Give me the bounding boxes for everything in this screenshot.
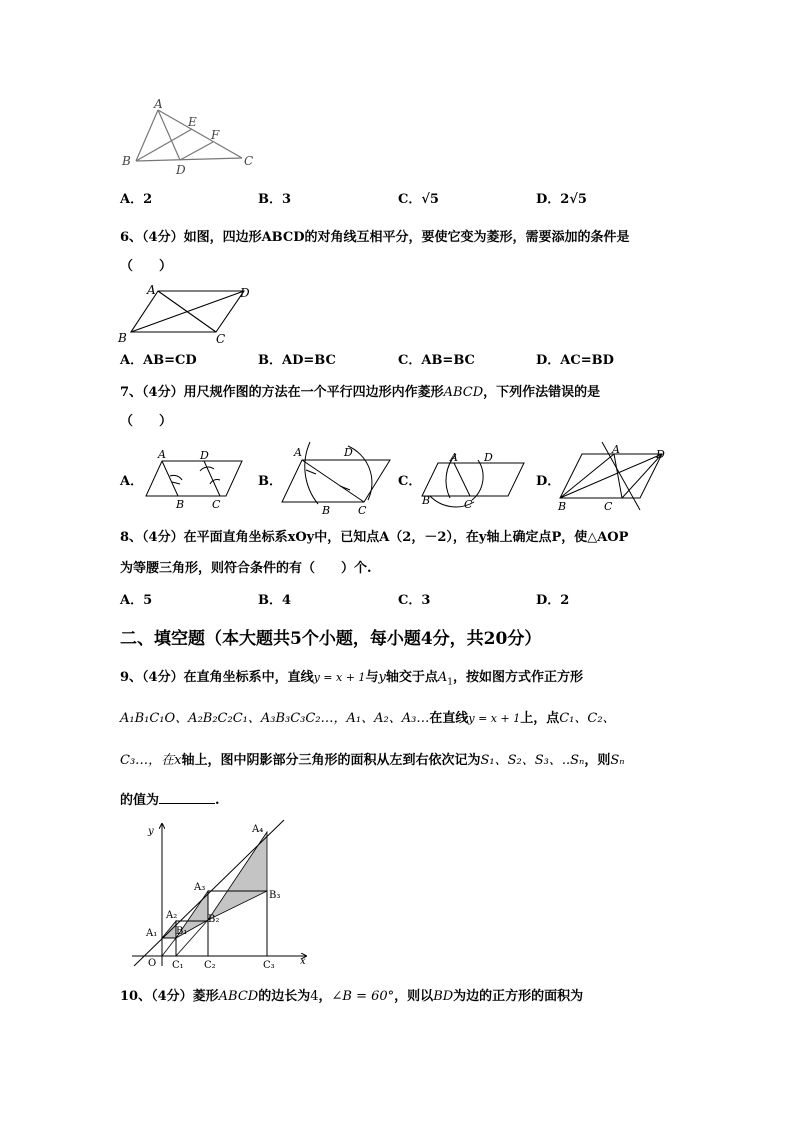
q5-label-a: A <box>154 97 163 111</box>
q8-option-d[interactable]: D．2 <box>536 593 570 608</box>
q7b-label-b: B <box>322 504 331 516</box>
q9-label-c1: C₁ <box>172 960 184 970</box>
q7-option-b[interactable]: B． <box>258 474 282 489</box>
q7a-label-a: A <box>158 448 166 461</box>
q7-figure-c <box>420 446 530 512</box>
q5-option-a[interactable]: A．2 <box>120 192 153 207</box>
q9-label-x: x <box>300 956 306 967</box>
q5-label-d: D <box>176 163 186 177</box>
q9-answer-blank[interactable] <box>159 791 215 804</box>
q7d-label-c: C <box>604 500 613 513</box>
q5-option-b[interactable]: B．3 <box>258 192 292 207</box>
q5-triangle-figure <box>118 96 268 178</box>
q7-figure-b <box>280 440 392 516</box>
q7a-label-c: C <box>212 498 221 511</box>
q6-parallelogram-figure <box>116 282 266 344</box>
q8-option-c[interactable]: C．3 <box>398 593 431 608</box>
q7-answer-paren: （ ） <box>120 414 173 429</box>
q7a-label-d: D <box>200 449 209 462</box>
q9-label-o: O <box>148 958 157 969</box>
q9-coordinate-figure <box>124 818 314 970</box>
q9-label-b3: B₃ <box>269 890 281 901</box>
q7-option-c[interactable]: C． <box>398 474 422 489</box>
q7c-label-d: D <box>484 451 493 464</box>
q6-label-a: A <box>147 283 156 297</box>
q7b-label-c: C <box>358 504 367 516</box>
q9-label-y: y <box>148 826 154 837</box>
q7b-label-d: D <box>344 446 353 459</box>
q5-option-d[interactable]: D．2√5 <box>536 192 587 207</box>
q9-line3: C₃…，在x轴上，图中阴影部分三角形的面积从左到右依次记为S₁、S₂、S₃、..Sₙ，则Sₙ <box>120 753 625 768</box>
q8-option-a[interactable]: A．5 <box>120 593 153 608</box>
q7-option-d[interactable]: D． <box>536 474 561 489</box>
q7b-label-a: A <box>294 446 302 459</box>
q9-line4: 的值为 . <box>120 793 220 808</box>
q6-option-a[interactable]: A．AB=CD <box>120 353 197 368</box>
q5-option-c[interactable]: C．√5 <box>398 192 439 207</box>
q6-label-d: D <box>240 286 250 300</box>
q9-label-a3: A₃ <box>194 882 206 893</box>
q6-option-c[interactable]: C．AB=BC <box>398 353 475 368</box>
q9-label-b2: B₂ <box>208 914 220 925</box>
q9-label-a2: A₂ <box>166 910 178 921</box>
q6-option-b[interactable]: B．AD=BC <box>258 353 336 368</box>
q10-stem: 10、（4分）菱形ABCD的边长为4，∠B = 60°，则以BD为边的正方形的面积为 <box>120 989 584 1004</box>
q7c-label-a: A <box>450 451 458 464</box>
q5-label-e: E <box>188 115 197 129</box>
q6-label-c: C <box>216 332 226 344</box>
q9-line1: 9、（4分）在直角坐标系中，直线y = x + 1与y轴交于点$A_1$，按如图方式作正方形 <box>120 670 583 688</box>
q8-option-b[interactable]: B．4 <box>258 593 292 608</box>
q7-stem: 7、（4分）用尺规作图的方法在一个平行四边形内作菱形ABCD，下列作法错误的是 <box>120 385 601 400</box>
q8-stem-line2: 为等腰三角形，则符合条件的有（ ）个. <box>120 561 372 576</box>
q9-label-c2: C₂ <box>204 960 216 970</box>
q7d-label-d: D <box>656 448 665 461</box>
q5-label-c: C <box>244 154 254 168</box>
q5-label-b: B <box>122 154 131 168</box>
q7d-label-b: B <box>558 500 567 513</box>
q7d-label-a: A <box>612 443 620 456</box>
q6-stem: 6、（4分）如图，四边形ABCD的对角线互相平分，要使它变为菱形，需要添加的条件是 <box>120 230 630 245</box>
q6-option-d[interactable]: D．AC=BD <box>536 353 614 368</box>
section-2-title: 二、填空题（本大题共5个小题，每小题4分，共20分） <box>120 629 542 649</box>
q7-figure-a <box>140 446 246 512</box>
q5-label-f: F <box>211 128 220 142</box>
q7a-label-b: B <box>176 498 185 511</box>
q7c-label-b: B <box>422 494 431 507</box>
q8-stem-line1: 8、（4分）在平面直角坐标系xOy中，已知点A（2，－2），在y轴上确定点P，使△AOP <box>120 530 629 545</box>
q9-label-b1: B₁ <box>176 926 188 937</box>
q7-figure-d <box>556 440 672 516</box>
q9-label-a1: A₁ <box>146 928 158 939</box>
q9-label-c3: C₃ <box>263 960 275 970</box>
q6-label-b: B <box>118 331 127 344</box>
q9-label-a4: A₄ <box>252 824 264 835</box>
q6-answer-paren: （ ） <box>120 259 173 274</box>
q7-option-a[interactable]: A． <box>120 474 144 489</box>
q9-line2: A₁B₁C₁O、A₂B₂C₂C₁、A₃B₃C₃C₂…，A₁、A₂、A₃…在直线y = x + 1上，点C₁、C₂、 <box>120 711 616 726</box>
q7c-label-c: C <box>464 498 473 511</box>
